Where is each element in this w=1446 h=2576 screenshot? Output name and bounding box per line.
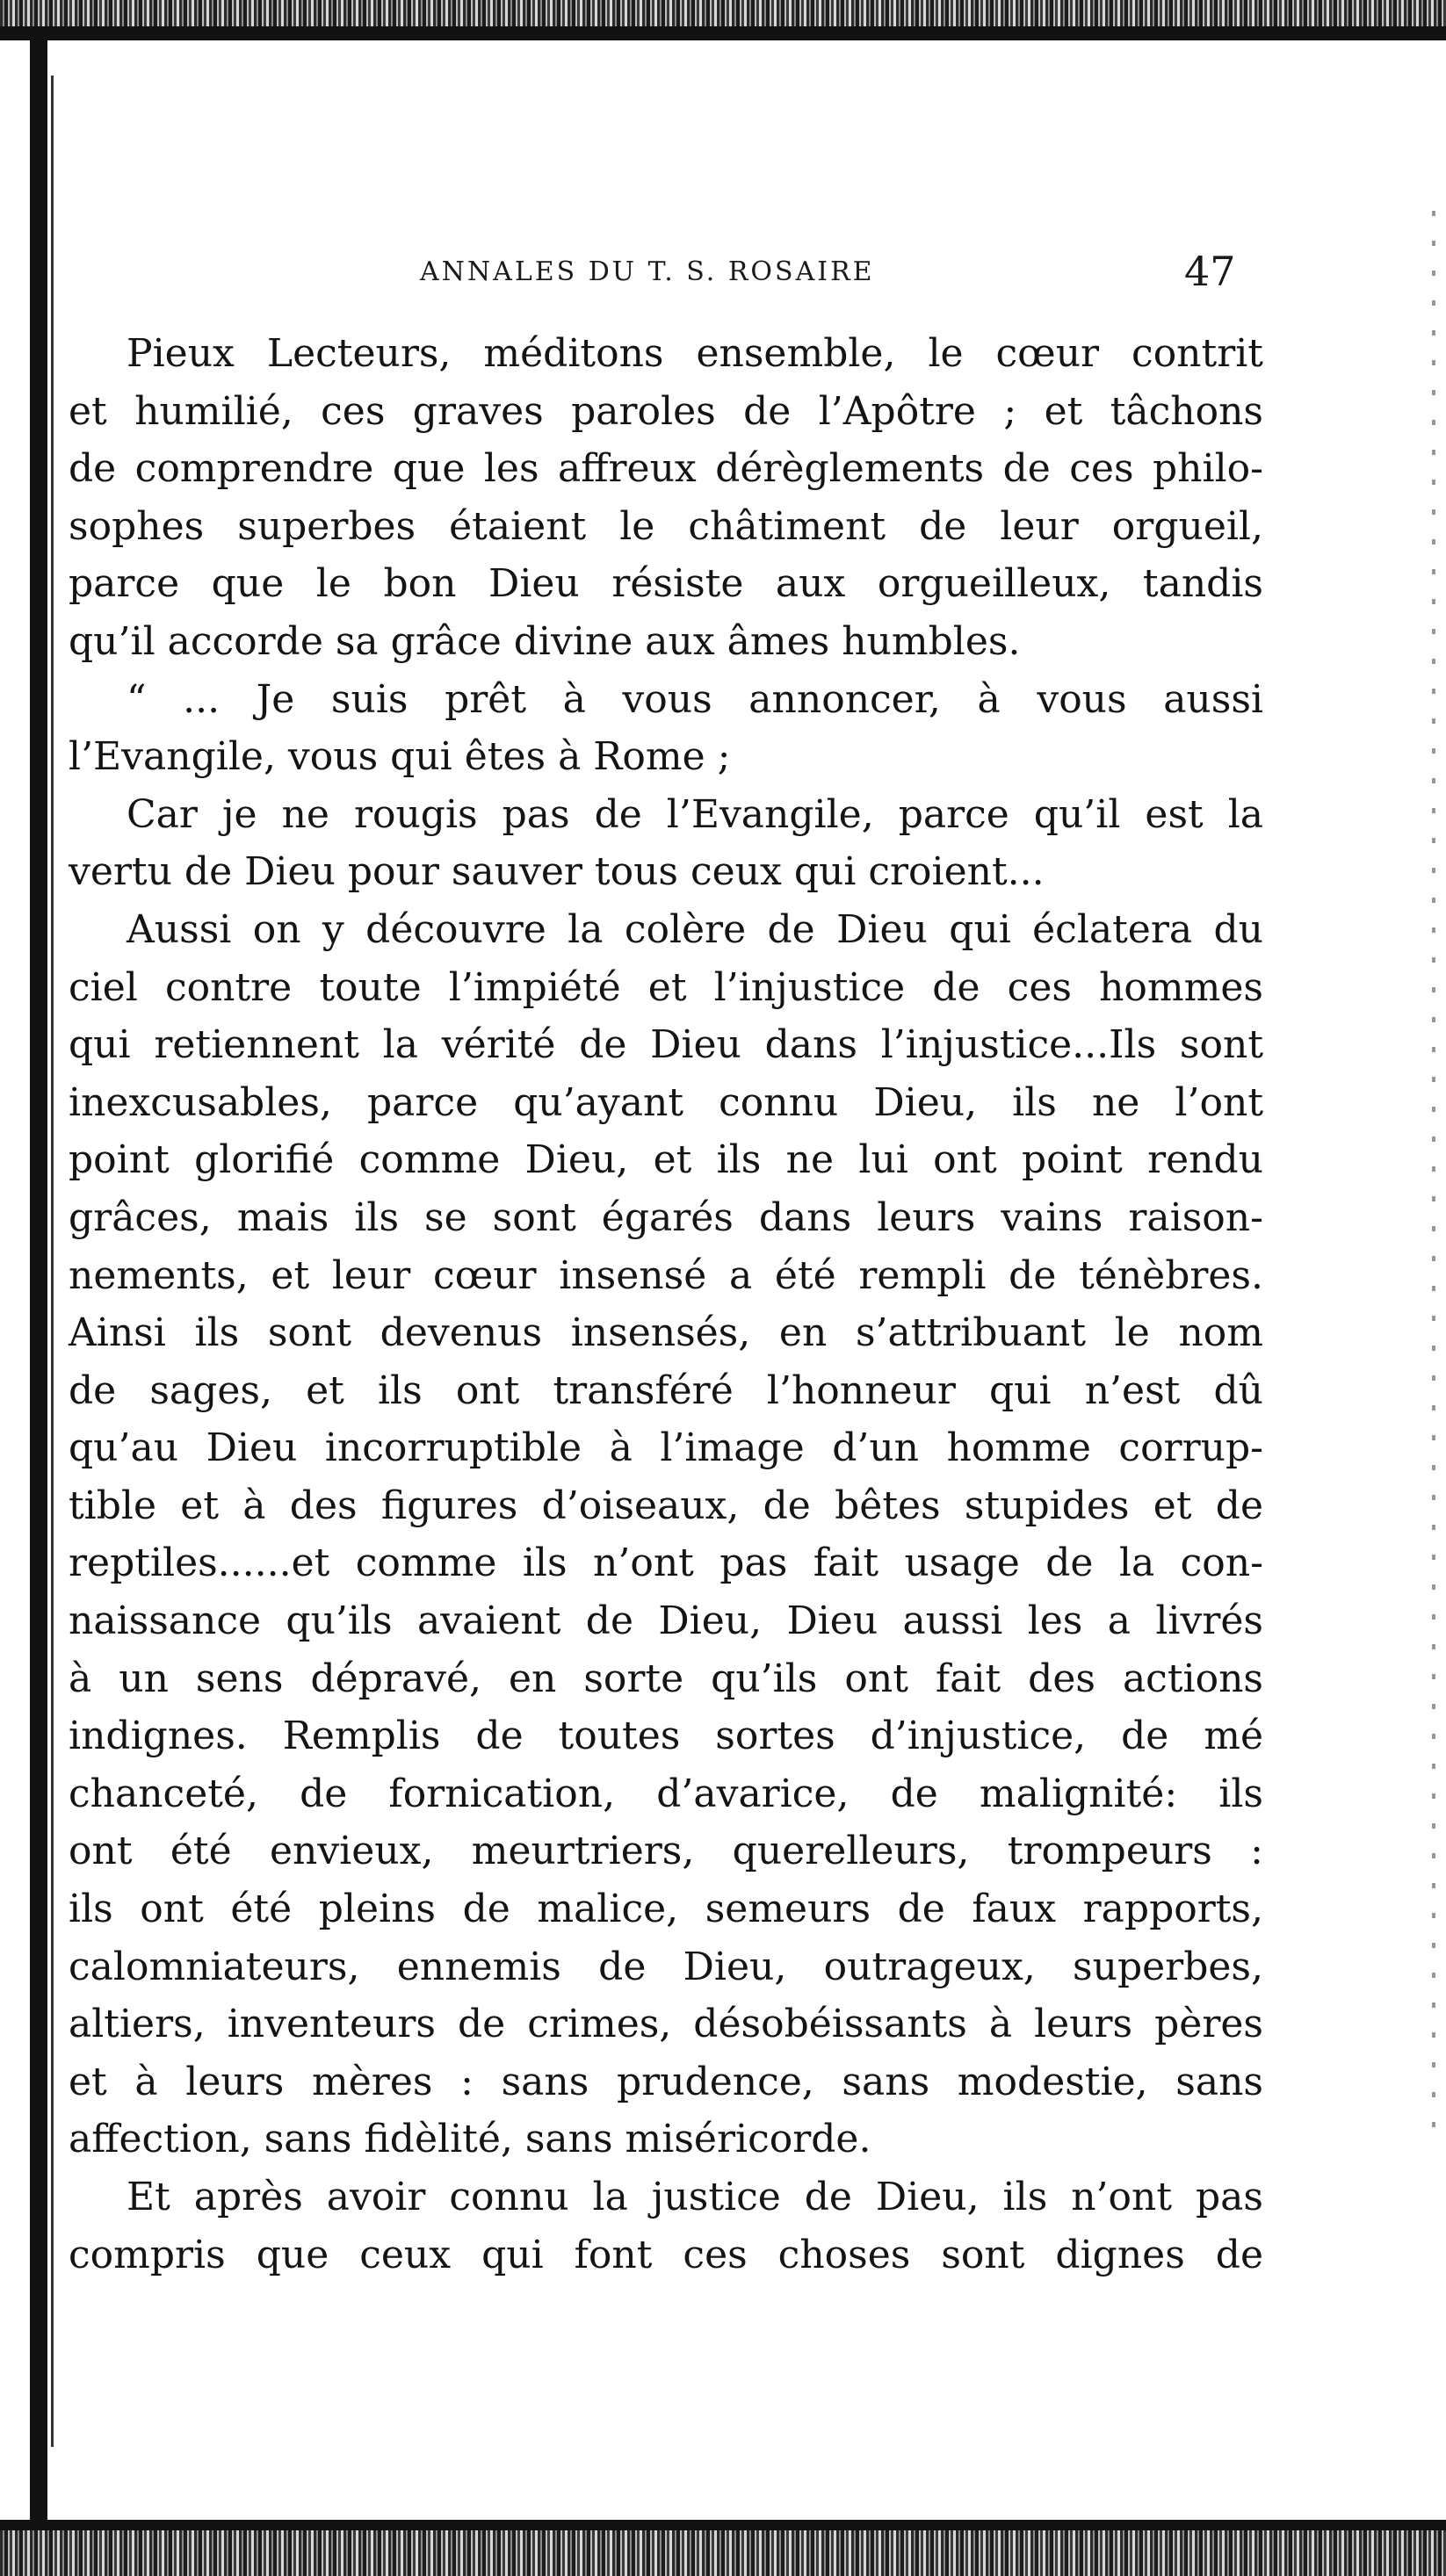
text-line: Pieux Lecteurs, méditons ensemble, le cœur contrit <box>127 331 1263 376</box>
text-line: qui retiennent la vérité de Dieu dans l’injustice...Ils sont <box>69 1022 1263 1068</box>
text-line: ils ont été pleins de malice, semeurs de faux rapports, <box>69 1887 1263 1932</box>
text-line: grâces, mais ils se sont égarés dans leurs vains raison- <box>69 1194 1263 1240</box>
text-line: vertu de Dieu pour sauver tous ceux qui croient... <box>69 849 1045 895</box>
text-line: inexcusables, parce qu’ayant connu Dieu, ils ne l’ont <box>69 1079 1263 1125</box>
text-line: point glorifié comme Dieu, et ils ne lui ont point rendu <box>69 1137 1263 1183</box>
text-line: et humilié, ces graves paroles de l’Apôtre ; et tâchons <box>69 388 1263 434</box>
text-line: Et après avoir connu la justice de Dieu, ils n’ont pas <box>127 2175 1263 2219</box>
text-line: qu’au Dieu incorruptible à l’image d’un homme corrup- <box>69 1425 1263 1471</box>
scan-specks <box>1432 211 1435 2143</box>
text-line: Car je ne rougis pas de l’Evangile, parce qu’il est la <box>127 791 1263 837</box>
text-line: tible et à des figures d’oiseaux, de bêtes stupides et de <box>69 1483 1263 1528</box>
text-line: affection, sans fidèlité, sans miséricorde. <box>69 2117 871 2162</box>
book-page <box>69 246 1263 2284</box>
text-line: ont été envieux, meurtriers, querelleurs, trompeurs : <box>69 1829 1263 1874</box>
text-line: calomniateurs, ennemis de Dieu, outrageux, superbes, <box>69 1944 1263 1989</box>
text-line: parce que le bon Dieu résiste aux orgueilleux, tandis <box>69 561 1263 607</box>
text-line: “ ... Je suis prêt à vous annoncer, à vous aussi <box>127 676 1263 722</box>
scan-top-edge <box>0 0 1446 40</box>
running-title: ANNALES DU T. S. ROSAIRE <box>420 256 875 287</box>
text-line: Ainsi ils sont devenus insensés, en s’attribuant le nom <box>69 1310 1263 1356</box>
text-line: de sages, et ils ont transféré l’honneur qui n’est dû <box>69 1367 1263 1413</box>
body-text <box>69 325 1263 2284</box>
scan-bottom-edge <box>0 2520 1446 2576</box>
page-number: 47 <box>1184 248 1236 295</box>
text-line: compris que ceux qui font ces choses sont dignes de <box>69 2232 1263 2277</box>
text-line: chanceté, de fornication, d’avarice, de malignité: ils <box>69 1771 1263 1816</box>
text-line: altiers, inventeurs de crimes, désobéissants à leurs pères <box>69 2002 1263 2047</box>
text-line: et à leurs mères : sans prudence, sans modestie, sans <box>69 2059 1263 2104</box>
text-line: reptiles......et comme ils n’ont pas fait usage de la con- <box>69 1541 1263 1586</box>
text-line: l’Evangile, vous qui êtes à Rome ; <box>69 734 731 780</box>
running-head <box>69 246 1263 325</box>
text-line: Aussi on y découvre la colère de Dieu qui éclatera du <box>127 906 1263 952</box>
text-line: nements, et leur cœur insensé a été rempli de ténèbres. <box>69 1252 1263 1298</box>
text-line: de comprendre que les affreux dérèglements de ces philo- <box>69 446 1263 492</box>
text-line: sophes superbes étaient le châtiment de leur orgueil, <box>69 503 1263 549</box>
text-line: ciel contre toute l’impiété et l’injustice de ces hommes <box>69 964 1263 1010</box>
text-line: qu’il accorde sa grâce divine aux âmes humbles. <box>69 618 1021 664</box>
text-line: naissance qu’ils avaient de Dieu, Dieu aussi les a livrés <box>69 1598 1263 1644</box>
text-line: à un sens dépravé, en sorte qu’ils ont fait des actions <box>69 1656 1263 1701</box>
text-line: indignes. Remplis de toutes sortes d’injustice, de mé <box>69 1714 1263 1759</box>
binding-shadow <box>30 40 47 2520</box>
